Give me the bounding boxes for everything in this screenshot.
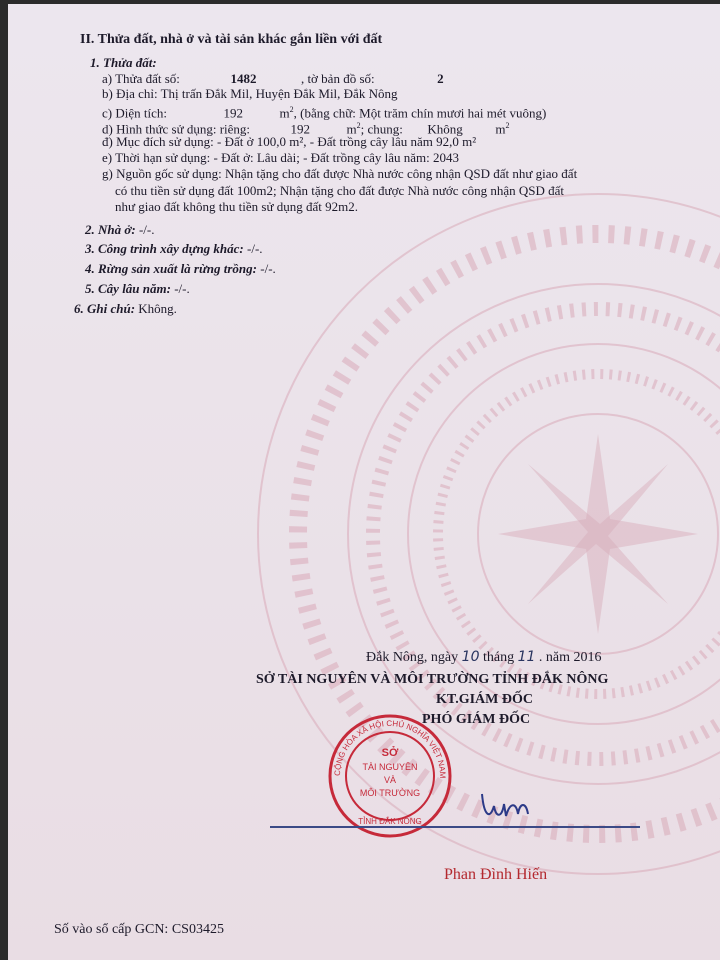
svg-text:VÀ: VÀ <box>383 775 397 785</box>
use-form-label: d) Hình thức sử dụng: riêng: <box>102 121 251 137</box>
svg-text:TỈNH ĐẮK NÔNG: TỈNH ĐẮK NÔNG <box>358 817 422 826</box>
house-row <box>85 222 154 237</box>
forest-value: -/-. <box>260 261 276 276</box>
term-row <box>102 150 459 165</box>
private-area-value: 192 <box>290 121 311 137</box>
handwritten-signature <box>478 786 538 826</box>
origin-row-1 <box>102 166 577 181</box>
signature-rule <box>270 826 640 828</box>
svg-text:CỘNG HÒA XÃ HỘI CHỦ NGHĨA VIỆT: CỘNG HÒA XÃ HỘI CHỦ NGHĨA VIỆT NAM <box>332 718 448 779</box>
date-month-label: tháng <box>482 650 515 665</box>
area-unit: m <box>279 105 290 121</box>
date-line <box>366 650 602 665</box>
purpose-value: - Đất ở 100,0 m², - Đất trồng cây lâu năm 92,0 m² <box>217 134 477 149</box>
notes-label: 6. Ghi chú: <box>74 301 136 316</box>
area-row: c) Diện tích: 192 $m^2$, (bằng chữ: Một trăm chín mươi hai mét vuông) <box>102 105 547 121</box>
section-heading: II. Thửa đất, nhà ở và tài sản khác gắn liền với đất <box>80 32 383 47</box>
area-label: c) Diện tích: <box>102 105 167 121</box>
svg-text:MÔI TRƯỜNG: MÔI TRƯỜNG <box>359 788 421 798</box>
deputy-director-title: PHÓ GIÁM ĐỐC <box>422 712 531 727</box>
address-value: Thị trấn Đắk Mil, Huyện Đắk Mil, Đắk Nông <box>160 86 398 101</box>
registration-value: CS03425 <box>171 922 224 937</box>
notes-value: Không. <box>138 301 177 316</box>
construction-label: 3. Công trình xây dựng khác: <box>85 241 244 256</box>
drum-pattern-watermark <box>248 184 720 884</box>
forest-label: 4. Rừng sản xuất là rừng trồng: <box>85 261 257 276</box>
date-month: 11 <box>517 649 536 665</box>
address-label: b) Địa chỉ: <box>102 86 158 101</box>
notes-row <box>74 301 177 316</box>
purpose-label: đ) Mục đích sử dụng: <box>102 134 214 149</box>
svg-text:SỞ: SỞ <box>381 747 399 759</box>
purpose-row <box>102 134 476 149</box>
construction-value: -/-. <box>247 241 263 256</box>
svg-text:TÀI NGUYÊN: TÀI NGUYÊN <box>362 762 418 772</box>
area-words: , (bằng chữ: Một trăm chín mươi hai mét vuông) <box>293 105 547 121</box>
house-value: -/-. <box>138 222 155 237</box>
perennial-row <box>85 281 190 296</box>
map-sheet-label: , tờ bản đồ số: <box>300 71 375 86</box>
perennial-label: 5. Cây lâu năm: <box>85 281 171 296</box>
parcel-number-label: a) Thửa đất số: <box>102 71 180 86</box>
forest-row <box>85 261 276 276</box>
date-place: Đắk Nông, ngày <box>366 650 459 665</box>
on-behalf-title: KT.GIÁM ĐỐC <box>436 692 533 707</box>
origin-value-line1: Nhận tặng cho đất được Nhà nước công nhận QSD đất như giao đất <box>224 166 578 181</box>
date-year: . năm 2016 <box>538 650 602 665</box>
shared-label: ; chung: <box>360 121 403 137</box>
term-value: - Đất ở: Lâu dài; - Đất trồng cây lâu năm: 2043 <box>213 150 460 165</box>
map-sheet-value: 2 <box>437 71 444 86</box>
date-day: 10 <box>461 649 480 665</box>
construction-row <box>85 241 263 256</box>
term-label: e) Thời hạn sử dụng: <box>102 150 211 165</box>
certificate-page <box>8 4 720 960</box>
registration-number <box>54 922 224 937</box>
official-seal-stamp <box>326 712 454 840</box>
house-label: 2. Nhà ở: <box>85 222 136 237</box>
origin-value-line3: như giao đất không thu tiền sử dụng đất 92m2. <box>115 199 359 214</box>
use-form-row: d) Hình thức sử dụng: riêng: 192 $m^2$; chung: Không $m^2$ <box>102 121 510 137</box>
issuing-office: SỞ TÀI NGUYÊN VÀ MÔI TRƯỜNG TỈNH ĐẮK NÔNG <box>256 672 609 687</box>
shared-value: Không <box>427 121 463 137</box>
perennial-value: -/-. <box>174 281 190 296</box>
signer-name: Phan Đình Hiến <box>444 866 548 883</box>
parcel-number-row <box>102 71 444 86</box>
parcel-number-value: 1482 <box>230 71 257 86</box>
origin-label: g) Nguồn gốc sử dụng: <box>102 166 222 181</box>
land-parcel-heading: 1. Thửa đất: <box>90 55 157 70</box>
address-row <box>102 86 397 101</box>
registration-label: Số vào sổ cấp GCN: <box>54 922 169 937</box>
area-value: 192 <box>223 105 243 121</box>
origin-value-line2: có thu tiền sử dụng đất 100m2; Nhận tặng cho đất được Nhà nước công nhận QSD đất <box>115 183 564 198</box>
